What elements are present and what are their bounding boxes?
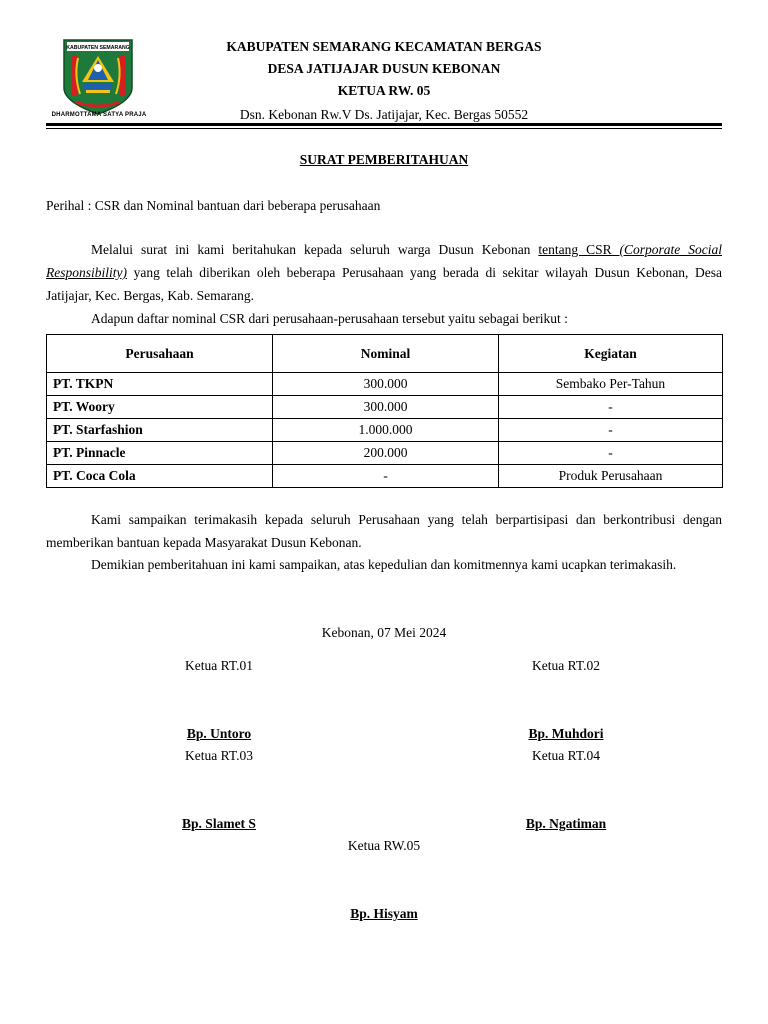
activity-cell: - [499, 442, 723, 465]
paragraph-intro-lead: Melalui surat ini kami beritahukan kepada seluruh warga Dusun Kebonan [91, 242, 539, 257]
rt04-name: Bp. Ngatiman [525, 816, 607, 831]
csr-table [46, 334, 723, 488]
rw05-title: Ketua RW.05 [347, 838, 421, 853]
header-rule-thin [46, 128, 722, 129]
csr-link-italic: (Corporate Social Responsibility) [46, 242, 722, 280]
logo-caption: DHARMOTTAMA SATYA PRAJA [51, 112, 147, 118]
table-row [47, 442, 723, 465]
paragraph-intro-tail: yang telah diberikan oleh beberapa Perusahaan yang berada di sekitar wilayah Dusun Kebonan, Desa Jatijajar, Kec. Bergas, Kab. Semarang. [46, 265, 722, 303]
rt01-name: Bp. Untoro [186, 726, 252, 741]
table-row [47, 465, 723, 488]
column-header-nominal: Nominal [273, 335, 499, 373]
nominal-cell: - [273, 465, 499, 488]
paragraph-thanks: Kami sampaikan terimakasih kepada seluruh Perusahaan yang telah berpartisipasi dan berkontribusi dengan memberikan bantuan kepada Masyarakat Dusun Kebonan. [46, 512, 722, 550]
logo-text: KABUPATEN SEMARANG [66, 45, 130, 51]
activity-cell: - [499, 396, 723, 419]
header-regency: KABUPATEN SEMARANG KECAMATAN BERGAS [226, 39, 542, 54]
company-cell: PT. Starfashion [47, 419, 273, 442]
header-address: Dsn. Kebonan Rw.V Ds. Jatijajar, Kec. Bergas 50552 [239, 107, 529, 122]
rt01-title: Ketua RT.01 [185, 658, 253, 673]
company-cell: PT. TKPN [47, 373, 273, 396]
kabupaten-semarang-logo [58, 36, 138, 116]
letter-date: Kebonan, 07 Mei 2024 [321, 625, 447, 640]
company-cell: PT. Pinnacle [47, 442, 273, 465]
paragraph-intro [46, 238, 722, 307]
rw05-name: Bp. Hisyam [350, 906, 418, 921]
header-village: DESA JATIJAJAR DUSUN KEBONAN [267, 61, 501, 76]
rt02-title: Ketua RT.02 [532, 658, 600, 673]
paragraph-closing: Demikian pemberitahuan ini kami sampaikan, atas kepedulian dan komitmennya kami ucapkan terimakasih. [91, 557, 677, 572]
rt02-name: Bp. Muhdori [528, 726, 604, 741]
header-rule-thick [46, 123, 722, 126]
activity-cell: Produk Perusahaan [499, 465, 723, 488]
table-row [47, 419, 723, 442]
nominal-cell: 200.000 [273, 442, 499, 465]
nominal-cell: 300.000 [273, 396, 499, 419]
csr-link-plain: tentang CSR [538, 242, 620, 257]
table-header-row [47, 335, 723, 373]
nominal-cell: 1.000.000 [273, 419, 499, 442]
rt04-title: Ketua RT.04 [532, 748, 600, 763]
rt03-title: Ketua RT.03 [185, 748, 253, 763]
paragraph-list-intro: Adapun daftar nominal CSR dari perusahaan-perusahaan tersebut yaitu sebagai berikut : [91, 311, 568, 326]
table-row [47, 373, 723, 396]
column-header-company: Perusahaan [47, 335, 273, 373]
column-header-activity: Kegiatan [499, 335, 723, 373]
letter-subject: Perihal : CSR dan Nominal bantuan dari beberapa perusahaan [46, 198, 381, 213]
rt03-name: Bp. Slamet S [182, 816, 256, 831]
table-row [47, 396, 723, 419]
header-rw: KETUA RW. 05 [337, 83, 431, 98]
activity-cell: - [499, 419, 723, 442]
letter-title: SURAT PEMBERITAHUAN [299, 152, 469, 167]
company-cell: PT. Coca Cola [47, 465, 273, 488]
activity-cell: Sembako Per-Tahun [499, 373, 723, 396]
nominal-cell: 300.000 [273, 373, 499, 396]
company-cell: PT. Woory [47, 396, 273, 419]
